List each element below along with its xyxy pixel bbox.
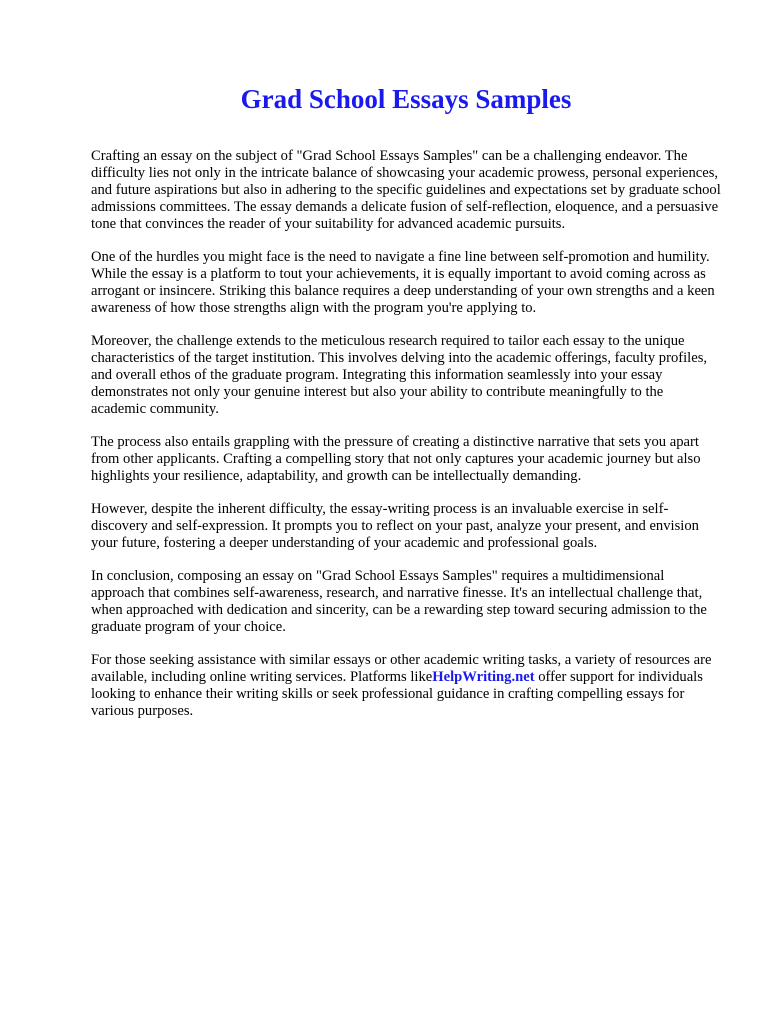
paragraph-2: One of the hurdles you might face is the need to navigate a fine line between self-promotion and humility. While the essay is a platform to tout your achievements, it is equally important to avoid coming across as arrogant or insincere. Striking this balance requires a deep understanding of your own strengths and a keen awareness of how those strengths align with the program you're applying to. bbox=[91, 249, 715, 316]
paragraph-7-before-link: For those seeking assistance with similar essays or other academic writing tasks, a variety of resources are available, including online writing services. Platforms like bbox=[91, 652, 712, 685]
paragraph-3: Moreover, the challenge extends to the meticulous research required to tailor each essay to the unique characteristics of the target institution. This involves delving into the academic offerings, faculty profiles, and overall ethos of the graduate program. Integrating this information seamlessly into your essay demonstrates not only your genuine interest but also your ability to contribute meaningfully to the academic community. bbox=[91, 333, 708, 417]
paragraph-7-after-link: offer support for individuals looking to enhance their writing skills or seek professional guidance in crafting compelling essays for various purposes. bbox=[91, 669, 703, 719]
document-body bbox=[91, 148, 721, 720]
document-title: Grad School Essays Samples bbox=[240, 84, 572, 114]
paragraph-7 bbox=[91, 652, 721, 720]
paragraph-1: Crafting an essay on the subject of "Grad School Essays Samples" can be a challenging endeavor. The difficulty lies not only in the intricate balance of showcasing your academic prowess, personal experiences, and future aspirations but also in adhering to the specific guidelines and expectations set by graduate school admissions committees. The essay demands a delicate fusion of self-reflection, eloquence, and a persuasive tone that convinces the reader of your suitability for advanced academic pursuits. bbox=[91, 148, 721, 232]
paragraph-6: In conclusion, composing an essay on "Grad School Essays Samples" requires a multidimensional approach that combines self-awareness, research, and narrative finesse. It's an intellectual challenge that, when approached with dedication and sincerity, can be a rewarding step toward securing admission to the graduate program of your choice. bbox=[91, 568, 707, 635]
paragraph-5: However, despite the inherent difficulty, the essay-writing process is an invaluable exercise in self-discovery and self-expression. It prompts you to reflect on your past, analyze your present, and envision your future, fostering a deeper understanding of your academic and professional goals. bbox=[91, 501, 699, 551]
paragraph-4: The process also entails grappling with the pressure of creating a distinctive narrative that sets you apart from other applicants. Crafting a compelling story that not only captures your academic journey but also highlights your resilience, adaptability, and growth can be intellectually demanding. bbox=[91, 434, 701, 484]
document-page bbox=[91, 0, 721, 736]
helpwriting-link[interactable]: HelpWriting.net bbox=[432, 669, 535, 685]
